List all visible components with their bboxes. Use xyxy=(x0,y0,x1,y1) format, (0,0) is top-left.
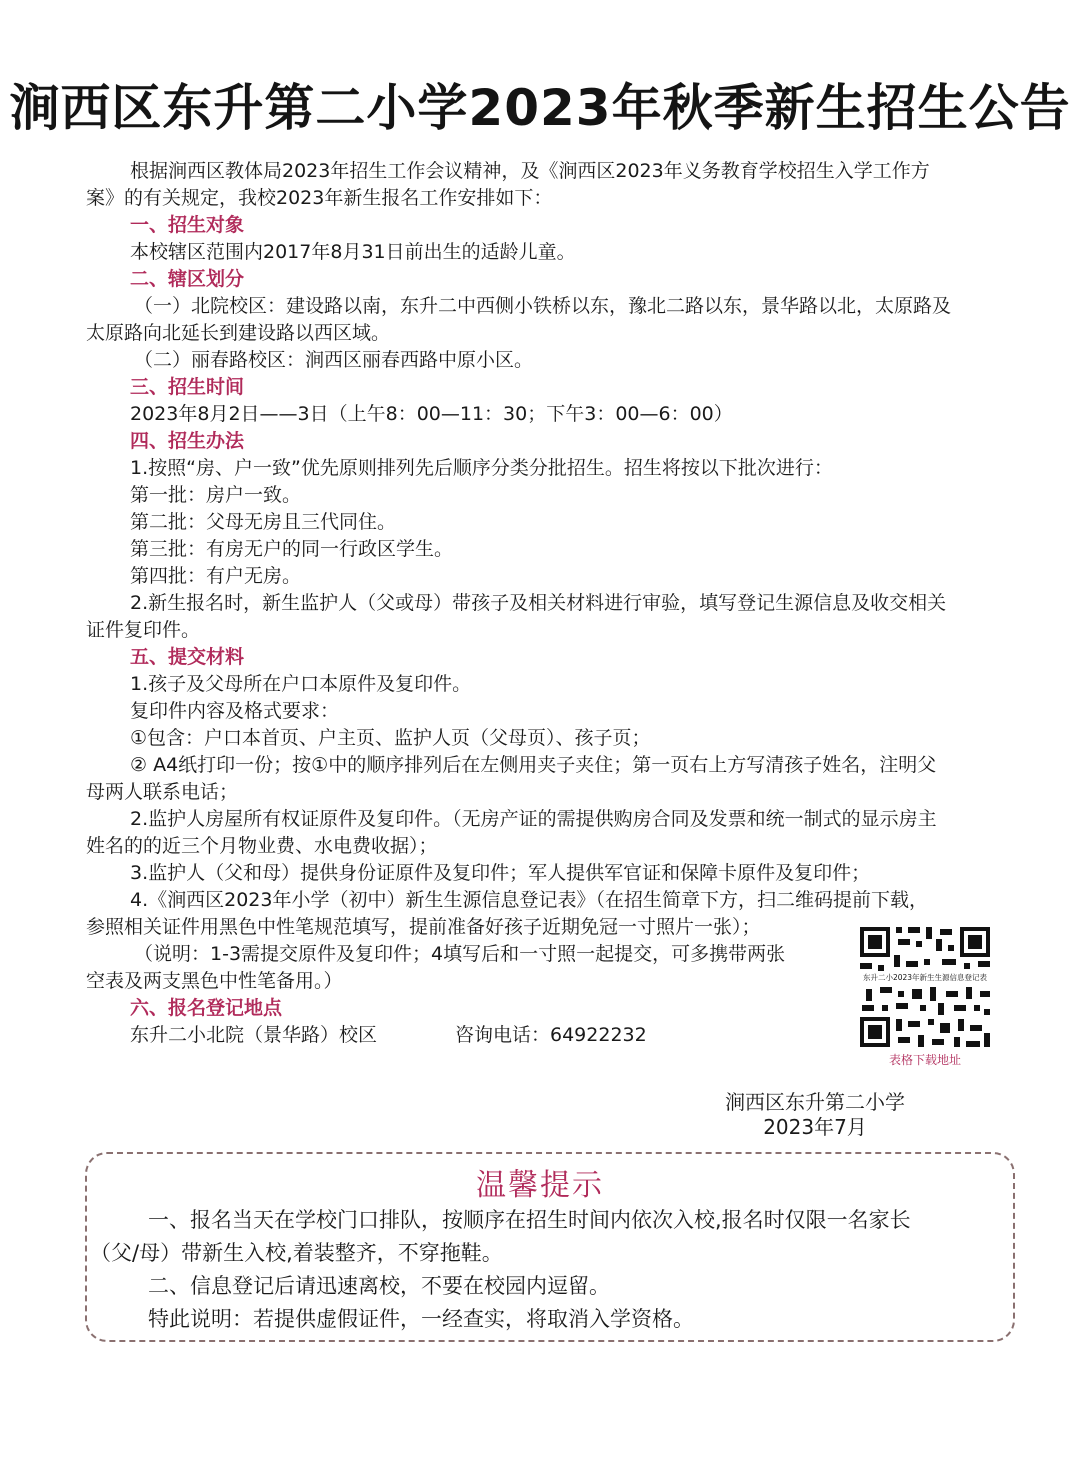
section-4-line-4: 第三批：有房无户的同一行政区学生。 xyxy=(130,538,454,560)
section-1-heading: 一、招生对象 xyxy=(130,214,245,236)
signature-org: 涧西区东升第二小学 xyxy=(725,1090,905,1114)
section-5-line-6: 2.监护人房屋所有权证原件及复印件。（无房产证的需提供购房合同及发票和统一制式的显示房主 xyxy=(130,808,937,830)
notice-line-2: （父/母）带新生入校,着装整齐，不穿拖鞋。 xyxy=(90,1241,503,1265)
page-title: 涧西区东升第二小学2023年秋季新生招生公告 xyxy=(9,79,1071,137)
signature-block xyxy=(700,1090,930,1140)
section-5-line-11: （说明：1-3需提交原件及复印件；4填写后和一寸照一起提交，可多携带两张 xyxy=(134,943,786,965)
section-4-line-2: 第一批：房户一致。 xyxy=(130,484,302,506)
section-4-line-5: 第四批：有户无房。 xyxy=(130,565,302,587)
section-4-line-7: 证件复印件。 xyxy=(86,619,201,641)
section-2-line-2: 太原路向北延长到建设路以西区域。 xyxy=(86,322,391,344)
section-2-line-1: （一）北院校区：建设路以南，东升二中西侧小铁桥以东，豫北二路以东，景华路以北，太原路及 xyxy=(134,295,952,317)
section-6-heading: 六、报名登记地点 xyxy=(130,997,283,1019)
notice-body xyxy=(90,1204,1010,1336)
section-5-line-3: ①包含：户口本首页、户主页、监护人页（父母页）、孩子页； xyxy=(130,727,651,749)
section-3-heading: 三、招生时间 xyxy=(130,376,245,398)
section-5-line-4: ② A4纸打印一份；按①中的顺序排列后在左侧用夹子夹住；第一页右上方写清孩子姓名，注明父 xyxy=(130,754,937,776)
qr-strip-text: 东升二小2023年新生生源信息登记表 xyxy=(862,973,988,982)
section-2-line-3: （二）丽春路校区：涧西区丽春西路中原小区。 xyxy=(134,349,534,371)
notice-line-4: 特此说明：若提供虚假证件，一经查实，将取消入学资格。 xyxy=(148,1307,694,1331)
section-5-line-1: 1.孩子及父母所在户口本原件及复印件。 xyxy=(130,673,472,695)
announcement-body xyxy=(86,158,1016,1049)
section-4-line-3: 第二批：父母无房且三代同住。 xyxy=(130,511,397,533)
section-3-text: 2023年8月2日——3日（上午8：00—11：30；下午3：00—6：00） xyxy=(130,403,733,425)
section-2-heading: 二、辖区划分 xyxy=(130,268,245,290)
section-5-line-2: 复印件内容及格式要求： xyxy=(130,700,340,722)
section-1-text: 本校辖区范围内2017年8月31日前出生的适龄儿童。 xyxy=(130,241,576,263)
section-4-heading: 四、招生办法 xyxy=(130,430,245,452)
section-5-heading: 五、提交材料 xyxy=(130,646,245,668)
section-4-line-1: 1.按照“房、户一致”优先原则排列先后顺序分类分批招生。招生将按以下批次进行： xyxy=(130,457,833,479)
qr-code-icon[interactable] xyxy=(858,925,992,1049)
section-4-line-6: 2.新生报名时，新生监护人（父或母）带孩子及相关材料进行审验，填写登记生源信息及收交相关 xyxy=(130,592,947,614)
consult-phone: 咨询电话：64922232 xyxy=(455,1024,647,1046)
notice-line-1: 一、报名当天在学校门口排队，按顺序在招生时间内依次入校,报名时仅限一名家长 xyxy=(148,1208,911,1232)
section-5-line-8: 3.监护人（父和母）提供身份证原件及复印件；军人提供军官证和保障卡原件及复印件； xyxy=(130,862,871,884)
section-5-line-10: 参照相关证件用黑色中性笔规范填写，提前准备好孩子近期免冠一寸照片一张）； xyxy=(86,916,761,938)
qr-caption: 表格下载地址 xyxy=(888,1053,961,1067)
section-5-line-5: 母两人联系电话； xyxy=(86,781,239,803)
signature-date: 2023年7月 xyxy=(763,1115,867,1139)
qr-code-block[interactable] xyxy=(858,925,992,1068)
intro-line-1: 根据涧西区教体局2023年招生工作会议精神，及《涧西区2023年义务教育学校招生入学工作方 xyxy=(130,160,930,182)
intro-line-2: 案》的有关规定，我校2023年新生报名工作安排如下： xyxy=(86,187,553,209)
section-5-line-9: 4.《涧西区2023年小学（初中）新生生源信息登记表》（在招生简章下方，扫二维码提前下载， xyxy=(130,889,928,911)
section-5-line-12: 空表及两支黑色中性笔备用。） xyxy=(86,970,343,992)
notice-title: 温馨提示 xyxy=(476,1168,604,1203)
registration-location: 东升二小北院（景华路）校区 xyxy=(130,1024,378,1046)
section-5-line-7: 姓名的的近三个月物业费、水电费收据）； xyxy=(86,835,438,857)
notice-line-3: 二、信息登记后请迅速离校，不要在校园内逗留。 xyxy=(148,1274,610,1298)
